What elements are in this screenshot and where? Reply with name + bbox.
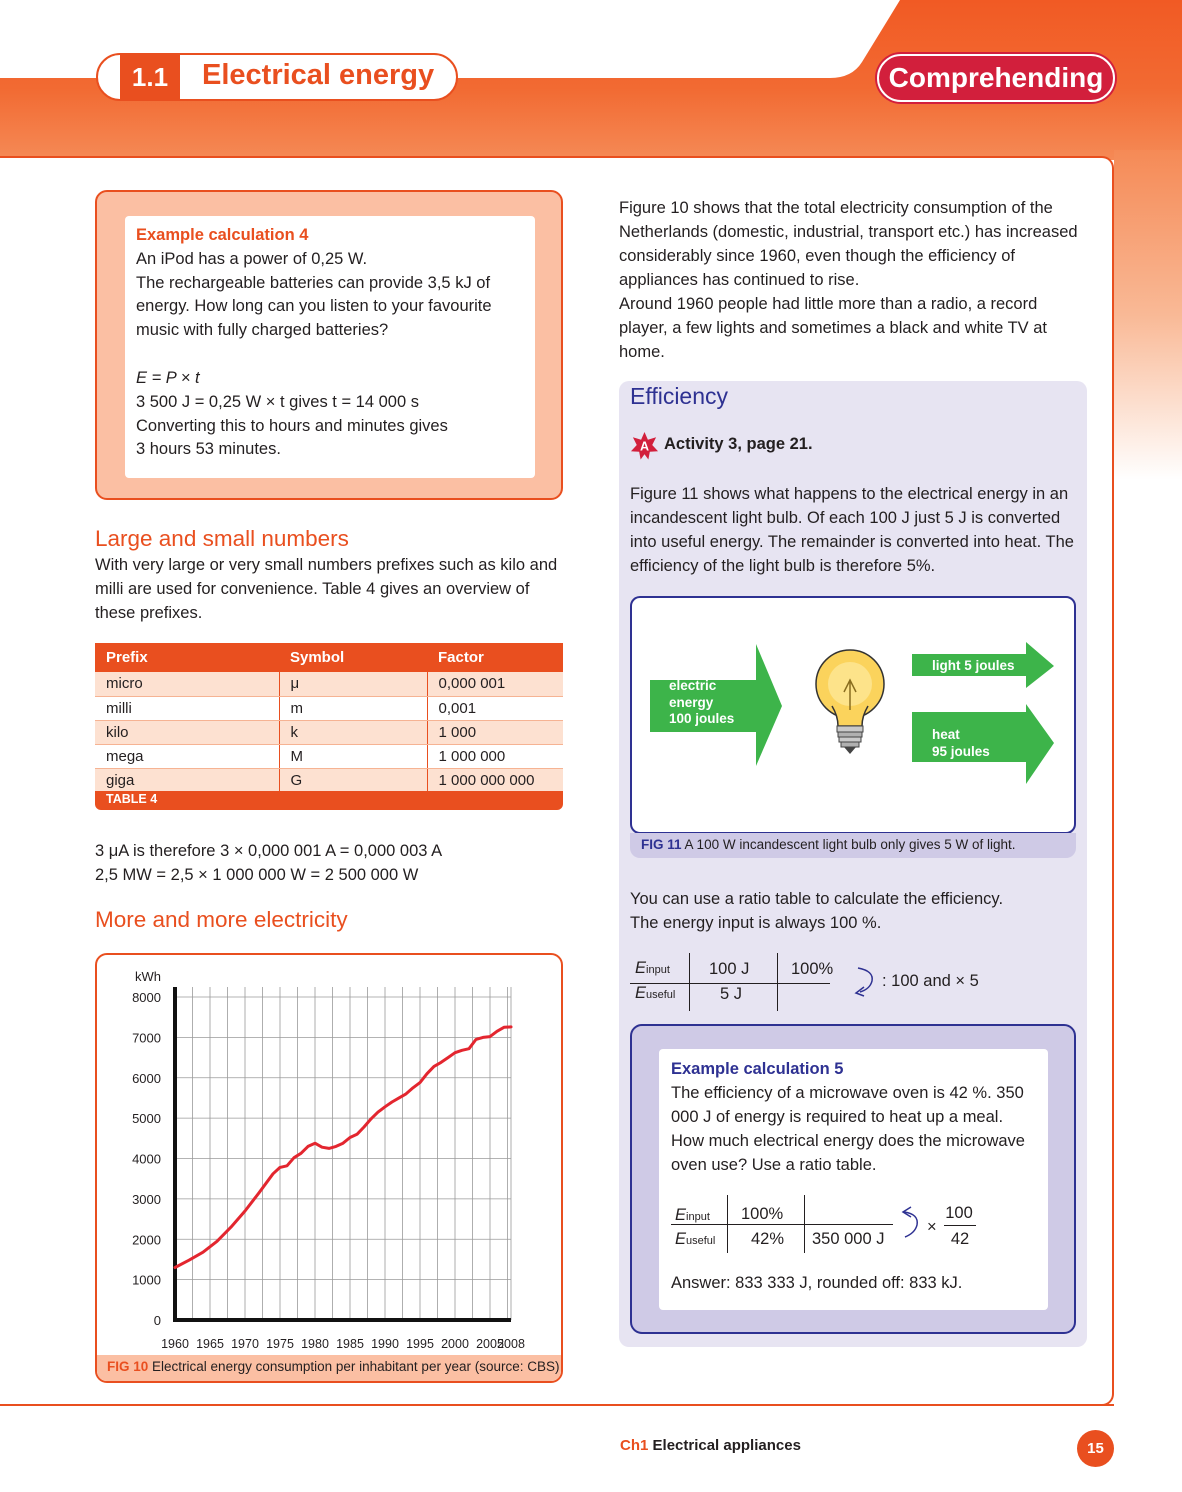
table-cell: 1 000 000 000 — [427, 768, 563, 792]
table-cell: 0,000 001 — [427, 672, 563, 696]
ratio2-row-input-label: Einput — [675, 1206, 710, 1224]
efficiency-paragraph: Figure 11 shows what happens to the electrical energy in an incandescent light bulb. Of each 100 J just 5 J is converted into useful energy. The remainder is converted into heat. The efficiency of the light bulb is therefore 5%. — [630, 485, 1074, 575]
example-4-formula: E = P × t — [136, 368, 200, 387]
table-row — [95, 768, 563, 792]
y-tick-label: 2000 — [132, 1232, 161, 1248]
heat-label: heat 95 joules — [932, 727, 990, 759]
table-4-caption: TABLE 4 — [95, 791, 563, 810]
x-tick-label: 1980 — [301, 1337, 329, 1351]
example-5-body: The efficiency of a microwave oven is 42 %. 350 000 J of energy is required to heat up a meal. How much electrical energy does the microwave oven use? Use a ratio table. — [671, 1084, 1025, 1174]
y-tick-label: 4000 — [132, 1151, 161, 1167]
page-number: 15 — [1077, 1430, 1114, 1467]
x-tick-label: 2008 — [497, 1337, 525, 1351]
comprehending-badge: Comprehending — [877, 54, 1115, 102]
electric-energy-label: electric energy 100 joules — [669, 678, 735, 726]
ratio2-row-useful-label: Euseful — [675, 1230, 716, 1248]
example-calculation-4-content — [125, 216, 535, 478]
efficiency-heading: Efficiency — [630, 383, 729, 409]
fig11-label: FIG 11 — [641, 837, 682, 852]
fig10-chart-box — [95, 953, 563, 1383]
ratio1-useful-value: 5 J — [720, 985, 743, 1003]
section-tab — [96, 53, 458, 101]
table-header-factor: Factor — [427, 643, 563, 672]
table-row — [95, 744, 563, 768]
ratio-arrow-icon — [899, 1205, 923, 1241]
activity-icon-letter: A — [639, 439, 650, 454]
ratio2-useful-value: 350 000 J — [812, 1230, 885, 1248]
example-4-body: An iPod has a power of 0,25 W. The rechargeable batteries can provide 3,5 kJ of energy. How long can you listen to your favourite music with fully charged batteries? — [136, 249, 492, 340]
table-cell: milli — [95, 696, 279, 720]
table-header-prefix: Prefix — [95, 643, 279, 672]
x-tick-label: 1960 — [161, 1337, 189, 1351]
y-tick-label: 6000 — [132, 1070, 161, 1086]
consumption-series-line — [175, 1027, 511, 1268]
table-cell: mega — [95, 744, 279, 768]
table-header-row — [95, 643, 563, 672]
table-row — [95, 672, 563, 696]
example-4-line1: 3 500 J = 0,25 W × t gives t = 14 000 s — [136, 392, 419, 411]
example-4-line2: Converting this to hours and minutes gives 3 hours 53 minutes. — [136, 416, 448, 459]
large-small-paragraph: With very large or very small numbers prefixes such as kilo and milli are used for convenience. Table 4 gives an overview of these prefixes. — [95, 556, 558, 622]
table-cell: k — [279, 720, 427, 744]
table-cell: m — [279, 696, 427, 720]
ratio1-operation: : 100 and × 5 — [882, 972, 979, 990]
example-calculation-5-content — [659, 1049, 1048, 1310]
fraction-numerator: 100 — [945, 1204, 973, 1222]
table-row — [95, 720, 563, 744]
ratio-intro: You can use a ratio table to calculate the efficiency. The energy input is always 100 %. — [630, 890, 1004, 932]
table-cell: μ — [279, 672, 427, 696]
footer-chapter-title: Electrical appliances — [652, 1437, 801, 1454]
y-tick-label: 3000 — [132, 1191, 161, 1207]
footer-rule — [0, 1404, 1114, 1406]
ratio1-percent: 100% — [791, 960, 834, 978]
y-tick-label: 8000 — [132, 990, 161, 1005]
activity-reference: Activity 3, page 21. — [664, 435, 813, 453]
light-bulb-icon — [816, 650, 884, 754]
footer-chapter-label: Ch1 — [620, 1437, 649, 1454]
table-cell: 1 000 — [427, 720, 563, 744]
table-cell: G — [279, 768, 427, 792]
ratio2-times: × — [927, 1218, 937, 1236]
fig11-caption-text: A 100 W incandescent light bulb only gives 5 W of light. — [684, 837, 1016, 852]
footer-chapter — [620, 1437, 801, 1454]
y-axis-label: kWh — [135, 969, 161, 984]
right-edge-fade — [1114, 150, 1182, 480]
fig10-caption-text: Electrical energy consumption per inhabitant per year (source: CBS) — [152, 1359, 560, 1374]
ratio1-divider — [689, 953, 690, 1011]
ratio1-row-input-label: Einput — [635, 959, 670, 977]
ratio1-divider — [777, 953, 778, 1011]
ratio2-input-percent: 100% — [741, 1205, 784, 1223]
ratio-table-1 — [630, 953, 979, 1013]
prefix-example-1: 3 μA is therefore 3 × 0,000 001 A = 0,000 003 A — [95, 842, 443, 860]
y-tick-label: 7000 — [132, 1030, 161, 1046]
heading-more-electricity: More and more electricity — [95, 907, 348, 932]
x-tick-label: 1985 — [336, 1337, 364, 1351]
x-tick-label: 1990 — [371, 1337, 399, 1351]
x-tick-label: 2005 — [476, 1337, 504, 1351]
ratio-table-2 — [671, 1189, 1036, 1263]
ratio-arrow-icon — [852, 965, 880, 999]
fig10-caption — [97, 1355, 561, 1381]
prefix-example-2: 2,5 MW = 2,5 × 1 000 000 W = 2 500 000 W — [95, 866, 419, 884]
example-calculation-4-box — [95, 190, 563, 500]
x-tick-label: 1975 — [266, 1337, 294, 1351]
section-number: 1.1 — [120, 55, 180, 99]
y-tick-label: 1000 — [132, 1272, 161, 1288]
y-tick-label: 0 — [153, 1313, 161, 1328]
fig10-label: FIG 10 — [107, 1359, 149, 1374]
example-4-title: Example calculation 4 — [136, 226, 309, 244]
heading-large-small-numbers: Large and small numbers — [95, 526, 349, 551]
x-tick-label: 1965 — [196, 1337, 224, 1351]
prefix-table — [95, 643, 563, 793]
fig11-caption — [630, 833, 1076, 858]
fraction-bar — [944, 1225, 976, 1226]
fraction-denominator: 42 — [950, 1230, 970, 1248]
ratio1-row-useful-label: Euseful — [635, 984, 676, 1002]
example-calculation-5-box — [630, 1024, 1076, 1334]
table-cell: micro — [95, 672, 279, 696]
electricity-consumption-chart — [97, 955, 561, 1355]
section-title: Electrical energy — [202, 59, 435, 91]
table-cell: giga — [95, 768, 279, 792]
table-cell: kilo — [95, 720, 279, 744]
x-tick-label: 1995 — [406, 1337, 434, 1351]
light-label: light 5 joules — [932, 658, 1015, 673]
intro-paragraph: Figure 10 shows that the total electricity consumption of the Netherlands (domestic, industrial, transport etc.) has increased considerably since 1960, even though the efficiency of appliances has continued to rise. Around 1960 people had little more than a radio, a record player, a few lights and sometimes a black and white TV at home. — [619, 199, 1078, 361]
example-5-answer: Answer: 833 333 J, rounded off: 833 kJ. — [671, 1274, 963, 1292]
table-header-symbol: Symbol — [279, 643, 427, 672]
activity-star-icon — [630, 431, 659, 460]
fig11-diagram — [630, 596, 1076, 834]
table-cell: 0,001 — [427, 696, 563, 720]
table-cell: 1 000 000 — [427, 744, 563, 768]
x-tick-label: 2000 — [441, 1337, 469, 1351]
ratio1-input-value: 100 J — [709, 960, 750, 978]
ratio1-rule — [630, 983, 830, 984]
example-5-title: Example calculation 5 — [671, 1060, 844, 1078]
ratio2-rule — [671, 1224, 893, 1225]
x-tick-label: 1970 — [231, 1337, 259, 1351]
y-tick-label: 5000 — [132, 1111, 161, 1127]
table-row — [95, 696, 563, 720]
ratio2-useful-percent: 42% — [751, 1230, 785, 1248]
table-cell: M — [279, 744, 427, 768]
